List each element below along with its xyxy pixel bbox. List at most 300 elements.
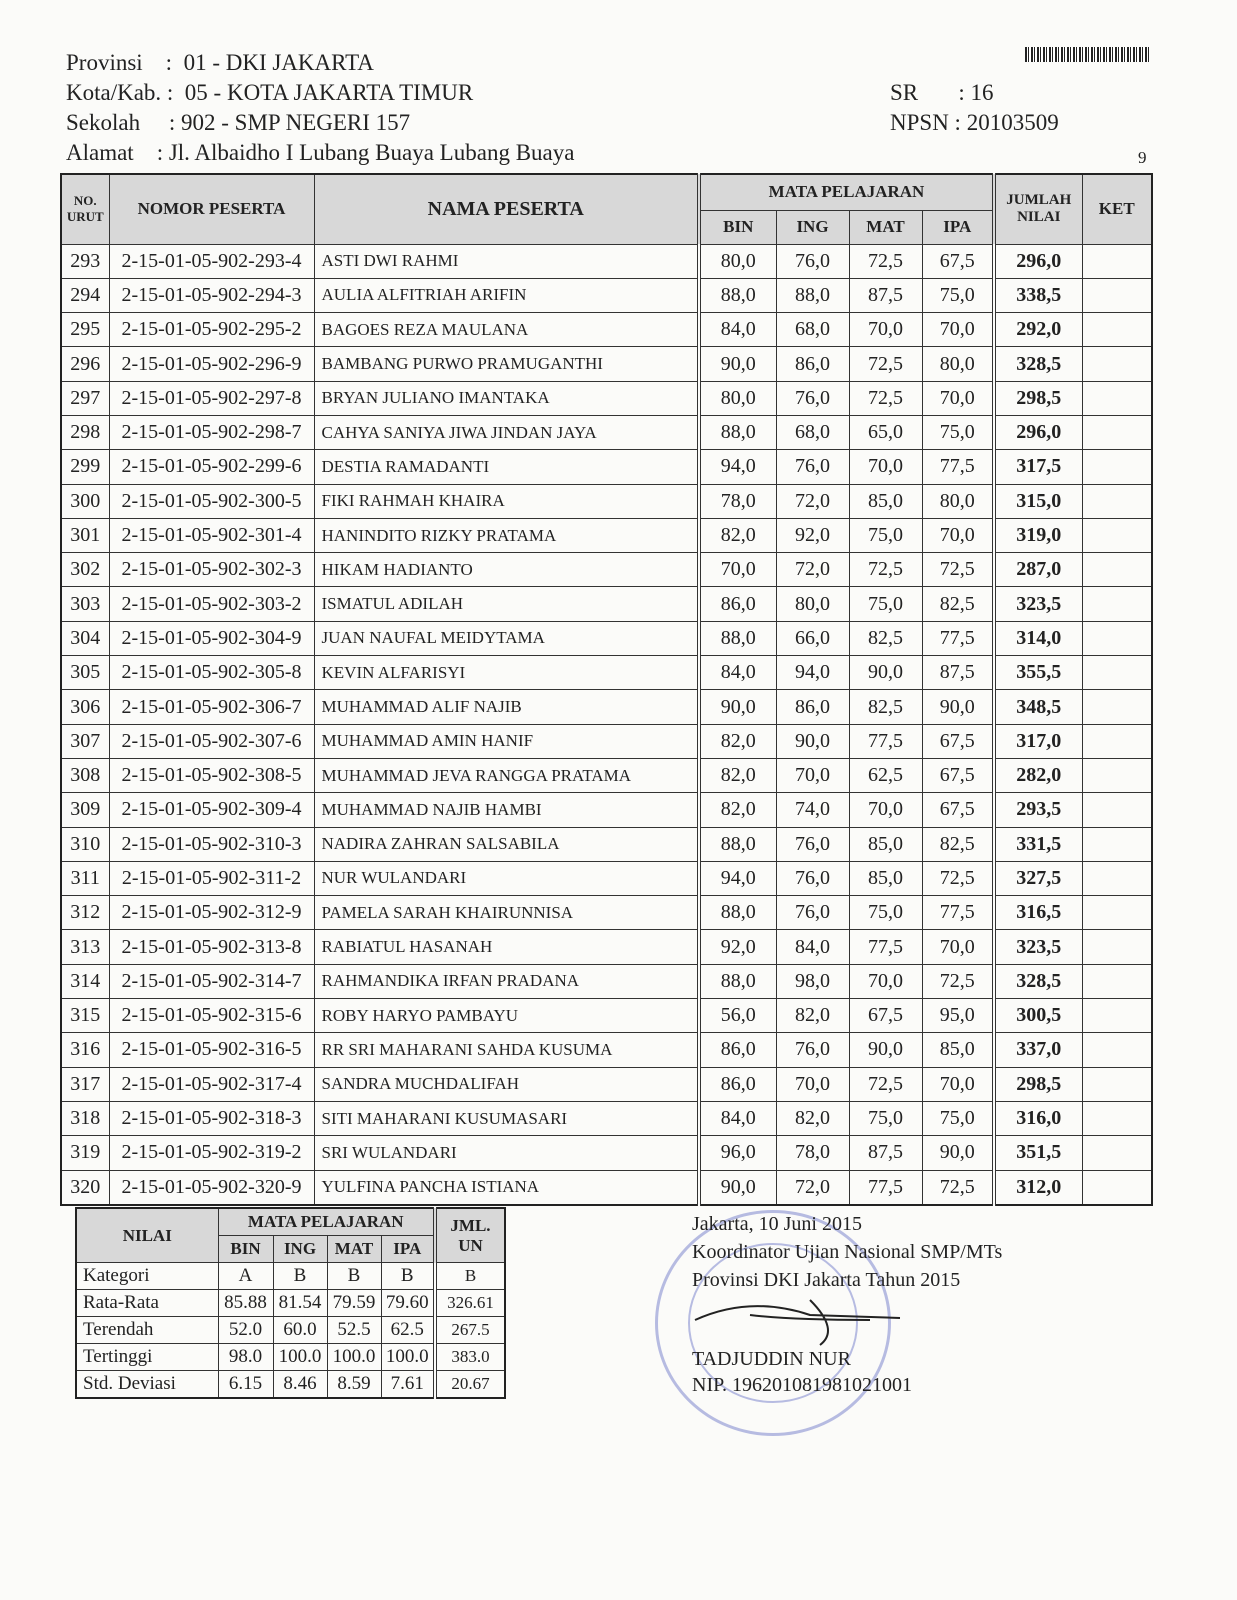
row-ket — [1082, 1136, 1152, 1170]
row-nama: FIKI RAHMAH KHAIRA — [314, 484, 699, 518]
row-nomor: 2-15-01-05-902-311-2 — [109, 861, 314, 895]
row-jumlah: 315,0 — [994, 484, 1082, 518]
summary-nilai-header: NILAI — [76, 1208, 218, 1263]
row-nama: HANINDITO RIZKY PRATAMA — [314, 518, 699, 552]
row-mat: 72,5 — [849, 1067, 922, 1101]
row-ipa: 80,0 — [922, 347, 994, 381]
table-row — [61, 381, 1152, 415]
row-ket — [1082, 244, 1152, 278]
row-nomor: 2-15-01-05-902-305-8 — [109, 656, 314, 690]
row-ket — [1082, 896, 1152, 930]
row-mat: 70,0 — [849, 964, 922, 998]
signature-title-2: Provinsi DKI Jakarta Tahun 2015 — [692, 1269, 961, 1291]
row-jumlah: 300,5 — [994, 999, 1082, 1033]
row-nomor: 2-15-01-05-902-296-9 — [109, 347, 314, 381]
row-no: 308 — [61, 758, 109, 792]
table-row — [61, 793, 1152, 827]
row-no: 313 — [61, 930, 109, 964]
row-no: 301 — [61, 518, 109, 552]
col-no: NO. URUT — [61, 174, 109, 244]
row-mat: 75,0 — [849, 896, 922, 930]
kota-label: Kota/Kab. : 05 - KOTA JAKARTA TIMUR — [66, 80, 474, 105]
row-no: 299 — [61, 450, 109, 484]
row-nama: JUAN NAUFAL MEIDYTAMA — [314, 621, 699, 655]
row-ipa: 87,5 — [922, 656, 994, 690]
summary-value: 79.60 — [381, 1290, 435, 1317]
row-ipa: 82,5 — [922, 587, 994, 621]
summary-mapel-header: MATA PELAJARAN — [218, 1208, 435, 1236]
row-nomor: 2-15-01-05-902-293-4 — [109, 244, 314, 278]
row-jumlah: 317,0 — [994, 724, 1082, 758]
row-ipa: 70,0 — [922, 518, 994, 552]
row-mat: 67,5 — [849, 999, 922, 1033]
row-nama: SANDRA MUCHDALIFAH — [314, 1067, 699, 1101]
row-bin: 56,0 — [699, 999, 776, 1033]
col-jumlah: JUMLAH NILAI — [994, 174, 1082, 244]
handwritten-signature — [690, 1290, 910, 1350]
row-no: 309 — [61, 793, 109, 827]
row-mat: 90,0 — [849, 1033, 922, 1067]
table-row — [61, 553, 1152, 587]
table-row — [61, 278, 1152, 312]
summary-value: 20.67 — [435, 1371, 505, 1399]
row-ing: 74,0 — [776, 793, 849, 827]
table-row — [61, 587, 1152, 621]
row-no: 295 — [61, 313, 109, 347]
row-nomor: 2-15-01-05-902-318-3 — [109, 1101, 314, 1135]
table-row — [61, 930, 1152, 964]
row-ipa: 75,0 — [922, 1101, 994, 1135]
row-mat: 70,0 — [849, 793, 922, 827]
col-mapel: MATA PELAJARAN — [699, 174, 994, 210]
row-bin: 82,0 — [699, 793, 776, 827]
row-ing: 92,0 — [776, 518, 849, 552]
row-ket — [1082, 381, 1152, 415]
summary-row — [76, 1263, 505, 1290]
row-bin: 70,0 — [699, 553, 776, 587]
row-no: 307 — [61, 724, 109, 758]
summary-value: B — [273, 1263, 327, 1290]
row-bin: 88,0 — [699, 896, 776, 930]
row-ket — [1082, 313, 1152, 347]
row-mat: 82,5 — [849, 621, 922, 655]
row-nomor: 2-15-01-05-902-317-4 — [109, 1067, 314, 1101]
row-ing: 72,0 — [776, 484, 849, 518]
row-nomor: 2-15-01-05-902-319-2 — [109, 1136, 314, 1170]
row-nama: AULIA ALFITRIAH ARIFIN — [314, 278, 699, 312]
row-nomor: 2-15-01-05-902-301-4 — [109, 518, 314, 552]
row-ipa: 77,5 — [922, 621, 994, 655]
row-ing: 90,0 — [776, 724, 849, 758]
results-table — [60, 173, 1153, 1206]
row-jumlah: 314,0 — [994, 621, 1082, 655]
row-jumlah: 337,0 — [994, 1033, 1082, 1067]
col-ipa: IPA — [922, 210, 994, 244]
summary-mat: MAT — [327, 1236, 381, 1263]
summary-value: 8.59 — [327, 1371, 381, 1399]
row-ket — [1082, 1170, 1152, 1205]
row-ket — [1082, 793, 1152, 827]
row-bin: 90,0 — [699, 690, 776, 724]
row-jumlah: 351,5 — [994, 1136, 1082, 1170]
row-mat: 70,0 — [849, 450, 922, 484]
summary-row — [76, 1317, 505, 1344]
row-ket — [1082, 690, 1152, 724]
summary-value: 7.61 — [381, 1371, 435, 1399]
row-ipa: 67,5 — [922, 793, 994, 827]
table-row — [61, 690, 1152, 724]
row-ipa: 75,0 — [922, 278, 994, 312]
summary-ipa: IPA — [381, 1236, 435, 1263]
row-no: 293 — [61, 244, 109, 278]
row-ing: 86,0 — [776, 347, 849, 381]
summary-bin: BIN — [218, 1236, 273, 1263]
signature-title-1: Koordinator Ujian Nasional SMP/MTs — [692, 1241, 1003, 1263]
col-nama: NAMA PESERTA — [314, 174, 699, 244]
row-nama: ASTI DWI RAHMI — [314, 244, 699, 278]
row-nama: SITI MAHARANI KUSUMASARI — [314, 1101, 699, 1135]
row-nomor: 2-15-01-05-902-294-3 — [109, 278, 314, 312]
row-bin: 88,0 — [699, 964, 776, 998]
row-ipa: 70,0 — [922, 313, 994, 347]
row-mat: 85,0 — [849, 861, 922, 895]
row-bin: 90,0 — [699, 347, 776, 381]
row-ket — [1082, 621, 1152, 655]
row-ket — [1082, 1067, 1152, 1101]
row-bin: 84,0 — [699, 313, 776, 347]
row-jumlah: 298,5 — [994, 381, 1082, 415]
row-bin: 88,0 — [699, 827, 776, 861]
row-no: 319 — [61, 1136, 109, 1170]
row-nama: YULFINA PANCHA ISTIANA — [314, 1170, 699, 1205]
row-ing: 78,0 — [776, 1136, 849, 1170]
row-jumlah: 316,0 — [994, 1101, 1082, 1135]
row-no: 296 — [61, 347, 109, 381]
sekolah-label: Sekolah : 902 - SMP NEGERI 157 — [66, 110, 411, 135]
row-ing: 76,0 — [776, 861, 849, 895]
row-ipa: 70,0 — [922, 930, 994, 964]
row-nama: RR SRI MAHARANI SAHDA KUSUMA — [314, 1033, 699, 1067]
row-no: 316 — [61, 1033, 109, 1067]
row-nomor: 2-15-01-05-902-304-9 — [109, 621, 314, 655]
row-ing: 70,0 — [776, 1067, 849, 1101]
row-no: 303 — [61, 587, 109, 621]
summary-value: A — [218, 1263, 273, 1290]
row-ing: 76,0 — [776, 244, 849, 278]
table-row — [61, 656, 1152, 690]
row-bin: 80,0 — [699, 244, 776, 278]
row-ing: 72,0 — [776, 1170, 849, 1205]
row-nama: RAHMANDIKA IRFAN PRADANA — [314, 964, 699, 998]
row-ing: 76,0 — [776, 1033, 849, 1067]
row-jumlah: 355,5 — [994, 656, 1082, 690]
signature-name: TADJUDDIN NUR — [692, 1348, 851, 1370]
row-ipa: 67,5 — [922, 758, 994, 792]
page-number: 9 — [1138, 148, 1147, 167]
row-ipa: 72,5 — [922, 1170, 994, 1205]
row-ipa: 80,0 — [922, 484, 994, 518]
row-no: 304 — [61, 621, 109, 655]
row-ket — [1082, 450, 1152, 484]
summary-value: B — [327, 1263, 381, 1290]
row-nama: HIKAM HADIANTO — [314, 553, 699, 587]
summary-row-label: Std. Deviasi — [76, 1371, 218, 1399]
summary-value: 100.0 — [273, 1344, 327, 1371]
row-ing: 68,0 — [776, 415, 849, 449]
row-ket — [1082, 861, 1152, 895]
row-ing: 86,0 — [776, 690, 849, 724]
row-bin: 84,0 — [699, 1101, 776, 1135]
provinsi-label: Provinsi : 01 - DKI JAKARTA — [66, 50, 374, 75]
table-row — [61, 724, 1152, 758]
row-ket — [1082, 1101, 1152, 1135]
row-ipa: 67,5 — [922, 724, 994, 758]
row-bin: 94,0 — [699, 450, 776, 484]
row-nomor: 2-15-01-05-902-315-6 — [109, 999, 314, 1033]
row-ket — [1082, 518, 1152, 552]
row-jumlah: 328,5 — [994, 347, 1082, 381]
summary-ing: ING — [273, 1236, 327, 1263]
row-bin: 86,0 — [699, 1067, 776, 1101]
row-bin: 78,0 — [699, 484, 776, 518]
row-ipa: 95,0 — [922, 999, 994, 1033]
row-ipa: 70,0 — [922, 381, 994, 415]
alamat-label: Alamat : Jl. Albaidho I Lubang Buaya Lubang Buaya — [66, 140, 575, 165]
table-row — [61, 758, 1152, 792]
row-jumlah: 292,0 — [994, 313, 1082, 347]
table-row — [61, 415, 1152, 449]
signature-place-date: Jakarta, 10 Juni 2015 — [692, 1213, 862, 1235]
summary-table — [75, 1207, 506, 1399]
row-nomor: 2-15-01-05-902-298-7 — [109, 415, 314, 449]
summary-value: 6.15 — [218, 1371, 273, 1399]
summary-value: 52.5 — [327, 1317, 381, 1344]
row-nomor: 2-15-01-05-902-308-5 — [109, 758, 314, 792]
row-ipa: 70,0 — [922, 1067, 994, 1101]
row-mat: 75,0 — [849, 1101, 922, 1135]
row-bin: 88,0 — [699, 415, 776, 449]
row-mat: 72,5 — [849, 244, 922, 278]
row-jumlah: 296,0 — [994, 244, 1082, 278]
row-jumlah: 287,0 — [994, 553, 1082, 587]
row-nomor: 2-15-01-05-902-313-8 — [109, 930, 314, 964]
row-mat: 75,0 — [849, 518, 922, 552]
table-row — [61, 244, 1152, 278]
table-row — [61, 484, 1152, 518]
row-ipa: 90,0 — [922, 690, 994, 724]
row-ing: 76,0 — [776, 827, 849, 861]
row-jumlah: 298,5 — [994, 1067, 1082, 1101]
row-no: 311 — [61, 861, 109, 895]
summary-value: 326.61 — [435, 1290, 505, 1317]
row-nomor: 2-15-01-05-902-302-3 — [109, 553, 314, 587]
row-nomor: 2-15-01-05-902-309-4 — [109, 793, 314, 827]
summary-jml-header: JML. UN — [435, 1208, 505, 1263]
row-ket — [1082, 415, 1152, 449]
summary-value: B — [381, 1263, 435, 1290]
row-bin: 84,0 — [699, 656, 776, 690]
row-no: 300 — [61, 484, 109, 518]
row-nama: SRI WULANDARI — [314, 1136, 699, 1170]
row-nama: KEVIN ALFARISYI — [314, 656, 699, 690]
summary-value: 100.0 — [327, 1344, 381, 1371]
col-nomor: NOMOR PESERTA — [109, 174, 314, 244]
row-nomor: 2-15-01-05-902-310-3 — [109, 827, 314, 861]
row-no: 312 — [61, 896, 109, 930]
row-nama: NADIRA ZAHRAN SALSABILA — [314, 827, 699, 861]
row-nama: DESTIA RAMADANTI — [314, 450, 699, 484]
table-row — [61, 861, 1152, 895]
row-nomor: 2-15-01-05-902-295-2 — [109, 313, 314, 347]
row-ing: 84,0 — [776, 930, 849, 964]
row-mat: 77,5 — [849, 724, 922, 758]
table-row — [61, 621, 1152, 655]
table-row — [61, 1033, 1152, 1067]
row-ket — [1082, 347, 1152, 381]
table-row — [61, 1101, 1152, 1135]
npsn-label: NPSN : 20103509 — [890, 110, 1059, 135]
row-nama: ISMATUL ADILAH — [314, 587, 699, 621]
row-nomor: 2-15-01-05-902-297-8 — [109, 381, 314, 415]
row-jumlah: 312,0 — [994, 1170, 1082, 1205]
signature-nip: NIP. 196201081981021001 — [692, 1374, 913, 1396]
row-nomor: 2-15-01-05-902-307-6 — [109, 724, 314, 758]
row-ing: 72,0 — [776, 553, 849, 587]
row-no: 306 — [61, 690, 109, 724]
row-no: 320 — [61, 1170, 109, 1205]
row-jumlah: 296,0 — [994, 415, 1082, 449]
row-ket — [1082, 553, 1152, 587]
row-jumlah: 316,5 — [994, 896, 1082, 930]
row-nama: NUR WULANDARI — [314, 861, 699, 895]
table-row — [61, 999, 1152, 1033]
summary-value: 267.5 — [435, 1317, 505, 1344]
summary-value: B — [435, 1263, 505, 1290]
row-bin: 96,0 — [699, 1136, 776, 1170]
row-nomor: 2-15-01-05-902-312-9 — [109, 896, 314, 930]
row-jumlah: 323,5 — [994, 587, 1082, 621]
row-nomor: 2-15-01-05-902-320-9 — [109, 1170, 314, 1205]
row-mat: 62,5 — [849, 758, 922, 792]
row-bin: 86,0 — [699, 587, 776, 621]
row-mat: 87,5 — [849, 278, 922, 312]
summary-value: 100.0 — [381, 1344, 435, 1371]
row-nomor: 2-15-01-05-902-303-2 — [109, 587, 314, 621]
row-ipa: 67,5 — [922, 244, 994, 278]
row-no: 315 — [61, 999, 109, 1033]
summary-row-label: Terendah — [76, 1317, 218, 1344]
row-jumlah: 348,5 — [994, 690, 1082, 724]
row-nomor: 2-15-01-05-902-299-6 — [109, 450, 314, 484]
row-jumlah: 331,5 — [994, 827, 1082, 861]
row-no: 314 — [61, 964, 109, 998]
row-nama: ROBY HARYO PAMBAYU — [314, 999, 699, 1033]
row-ing: 94,0 — [776, 656, 849, 690]
row-mat: 72,5 — [849, 381, 922, 415]
table-row — [61, 964, 1152, 998]
row-ing: 70,0 — [776, 758, 849, 792]
row-jumlah: 328,5 — [994, 964, 1082, 998]
row-bin: 82,0 — [699, 758, 776, 792]
row-jumlah: 323,5 — [994, 930, 1082, 964]
summary-row-label: Rata-Rata — [76, 1290, 218, 1317]
row-bin: 90,0 — [699, 1170, 776, 1205]
summary-value: 383.0 — [435, 1344, 505, 1371]
summary-row — [76, 1290, 505, 1317]
summary-row-label: Kategori — [76, 1263, 218, 1290]
row-mat: 72,5 — [849, 347, 922, 381]
table-row — [61, 450, 1152, 484]
row-ing: 88,0 — [776, 278, 849, 312]
row-bin: 82,0 — [699, 724, 776, 758]
row-bin: 92,0 — [699, 930, 776, 964]
row-ket — [1082, 964, 1152, 998]
row-nama: MUHAMMAD AMIN HANIF — [314, 724, 699, 758]
summary-value: 60.0 — [273, 1317, 327, 1344]
row-no: 310 — [61, 827, 109, 861]
row-mat: 77,5 — [849, 930, 922, 964]
summary-row-label: Tertinggi — [76, 1344, 218, 1371]
row-no: 298 — [61, 415, 109, 449]
row-jumlah: 327,5 — [994, 861, 1082, 895]
row-nama: PAMELA SARAH KHAIRUNNISA — [314, 896, 699, 930]
row-ing: 76,0 — [776, 896, 849, 930]
summary-value: 8.46 — [273, 1371, 327, 1399]
row-nomor: 2-15-01-05-902-314-7 — [109, 964, 314, 998]
table-row — [61, 1136, 1152, 1170]
row-ing: 82,0 — [776, 999, 849, 1033]
row-nama: MUHAMMAD NAJIB HAMBI — [314, 793, 699, 827]
row-ing: 66,0 — [776, 621, 849, 655]
row-ipa: 72,5 — [922, 861, 994, 895]
summary-row — [76, 1344, 505, 1371]
table-row — [61, 896, 1152, 930]
row-mat: 82,5 — [849, 690, 922, 724]
row-mat: 87,5 — [849, 1136, 922, 1170]
row-mat: 70,0 — [849, 313, 922, 347]
row-ket — [1082, 999, 1152, 1033]
row-ipa: 72,5 — [922, 964, 994, 998]
row-nama: MUHAMMAD JEVA RANGGA PRATAMA — [314, 758, 699, 792]
barcode — [1025, 47, 1150, 62]
row-ket — [1082, 278, 1152, 312]
row-nomor: 2-15-01-05-902-306-7 — [109, 690, 314, 724]
row-bin: 88,0 — [699, 621, 776, 655]
row-mat: 65,0 — [849, 415, 922, 449]
row-nama: MUHAMMAD ALIF NAJIB — [314, 690, 699, 724]
row-ing: 76,0 — [776, 381, 849, 415]
row-nomor: 2-15-01-05-902-316-5 — [109, 1033, 314, 1067]
row-mat: 85,0 — [849, 827, 922, 861]
table-row — [61, 827, 1152, 861]
row-no: 305 — [61, 656, 109, 690]
row-jumlah: 338,5 — [994, 278, 1082, 312]
row-ket — [1082, 930, 1152, 964]
summary-value: 79.59 — [327, 1290, 381, 1317]
row-ipa: 77,5 — [922, 450, 994, 484]
summary-value: 81.54 — [273, 1290, 327, 1317]
row-no: 318 — [61, 1101, 109, 1135]
col-bin: BIN — [699, 210, 776, 244]
summary-value: 98.0 — [218, 1344, 273, 1371]
row-ipa: 75,0 — [922, 415, 994, 449]
row-jumlah: 282,0 — [994, 758, 1082, 792]
row-nama: RABIATUL HASANAH — [314, 930, 699, 964]
row-bin: 86,0 — [699, 1033, 776, 1067]
row-ket — [1082, 656, 1152, 690]
row-ket — [1082, 827, 1152, 861]
row-nama: CAHYA SANIYA JIWA JINDAN JAYA — [314, 415, 699, 449]
